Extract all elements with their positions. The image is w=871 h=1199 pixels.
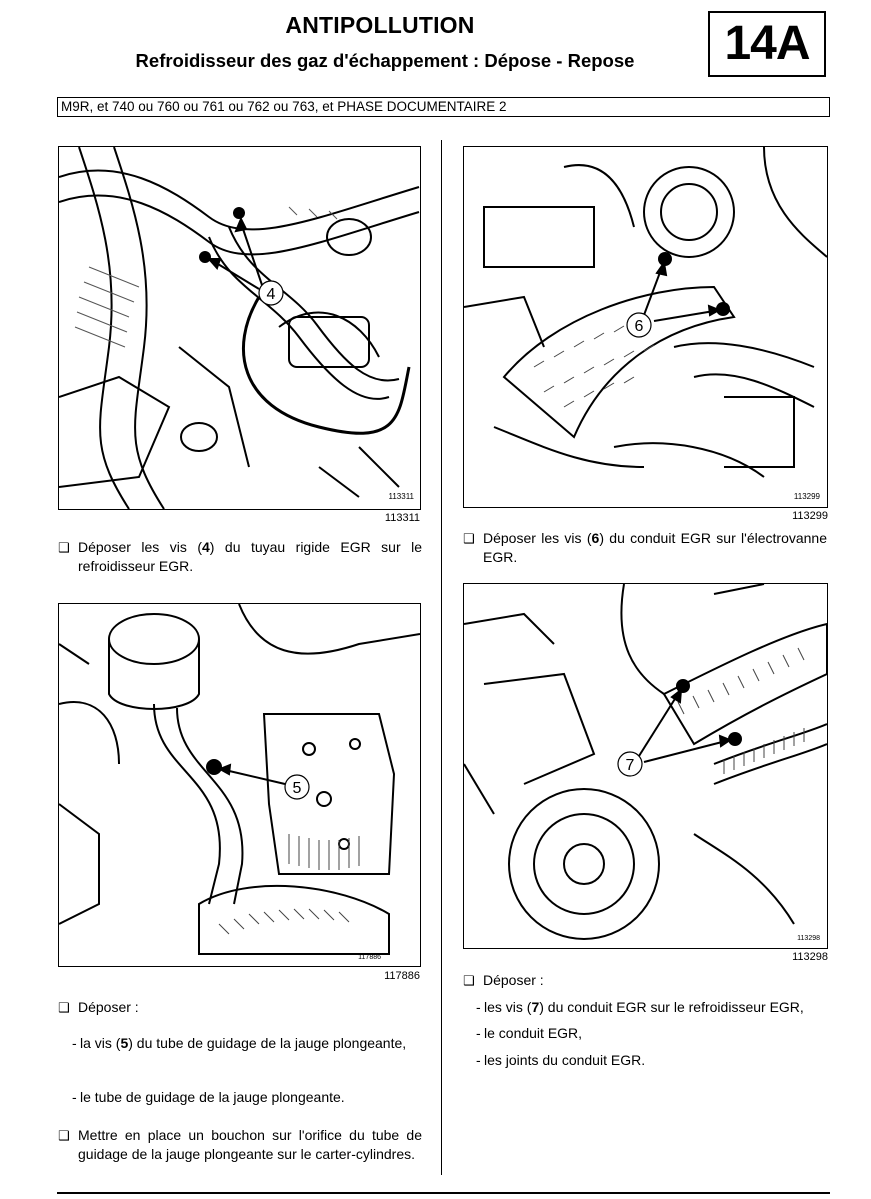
list-item: - les joints du conduit EGR. (476, 1052, 646, 1068)
dash-marker: - (476, 1052, 481, 1068)
inner-figure-number: 113311 (388, 492, 414, 501)
figure-egr-valve-screws (463, 146, 828, 508)
screw-marker (199, 251, 211, 263)
list-item: - le conduit EGR, (476, 1025, 583, 1041)
checkbox-icon: ❑ (463, 973, 475, 988)
list-item: - le tube de guidage de la jauge plongeante. (72, 1089, 345, 1105)
engine-illustration-3 (59, 604, 420, 966)
list-item: - la vis (5) du tube de guidage de la jauge plongeante, (72, 1035, 407, 1051)
callout-ref: 6 (591, 530, 600, 546)
checkbox-icon: ❑ (58, 1128, 70, 1143)
engine-illustration-1 (59, 147, 420, 509)
step-lead: Déposer : (483, 972, 544, 988)
page-subtitle: Refroidisseur des gaz d'échappement : Dépose - Repose (135, 50, 635, 71)
page-title: ANTIPOLLUTION (285, 12, 475, 38)
dash-marker: - (476, 999, 481, 1015)
step-remove-egr-duct (463, 971, 827, 990)
checkbox-icon: ❑ (463, 531, 475, 546)
callout-label: 7 (625, 757, 635, 774)
step-fit-plug: ❑ Mettre en place un bouchon sur l'orifice du tube de guidage de la jauge plongeante sur le carter-cylindres. (58, 1127, 422, 1162)
bottom-rule (57, 1192, 830, 1194)
step-remove-dipstick-guide (58, 998, 422, 1017)
callout-ref: 4 (201, 539, 210, 555)
applicability-line: M9R, et 740 ou 760 ou 761 ou 762 ou 763, et PHASE DOCUMENTAIRE 2 (57, 97, 830, 117)
figure-egr-pipe-screws (58, 146, 421, 510)
inner-figure-number: 113299 (793, 492, 820, 501)
callout-label: 6 (634, 318, 644, 335)
step-lead: Déposer : (78, 999, 139, 1015)
column-divider (441, 140, 442, 1175)
screw-marker (676, 679, 690, 693)
figure-number: 113299 (792, 510, 828, 522)
dash-marker: - (72, 1035, 77, 1051)
callout-label: 4 (266, 286, 276, 303)
screw-marker (233, 207, 245, 219)
figure-egr-duct-screws (463, 583, 828, 949)
engine-illustration-2 (464, 147, 827, 507)
checkbox-icon: ❑ (58, 1000, 70, 1015)
inner-figure-number: 113298 (797, 935, 820, 942)
figure-number: 117886 (384, 970, 420, 982)
step-remove-screws-4: ❑ Déposer les vis (4) du tuyau rigide EGR sur le refroidisseur EGR. (58, 539, 422, 574)
figure-number: 113298 (792, 951, 828, 963)
callout-label: 5 (292, 780, 302, 797)
callout-ref: 5 (120, 1035, 129, 1051)
step-remove-screws-6: ❑ Déposer les vis (6) du conduit EGR sur l'électrovanne EGR. (463, 530, 827, 565)
figure-dipstick-guide-screw (58, 603, 421, 967)
engine-illustration-4 (464, 584, 827, 948)
dash-marker: - (476, 1025, 481, 1041)
screw-marker (206, 759, 222, 775)
inner-figure-number: 117886 (358, 954, 381, 961)
figure-number: 113311 (384, 512, 420, 524)
callout-ref: 7 (531, 999, 540, 1015)
section-code: 14A (708, 11, 826, 77)
checkbox-icon: ❑ (58, 540, 70, 555)
dash-marker: - (72, 1089, 77, 1105)
list-item: - les vis (7) du conduit EGR sur le refroidisseur EGR, (476, 999, 804, 1015)
